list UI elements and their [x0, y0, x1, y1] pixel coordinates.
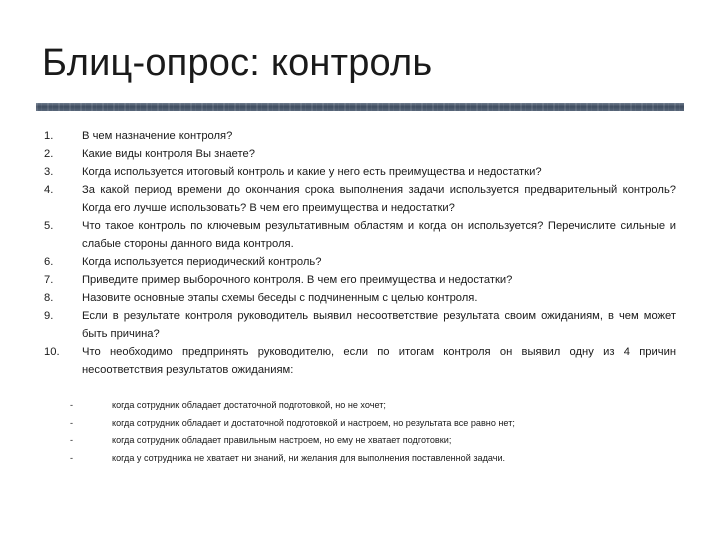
question-list	[44, 127, 676, 379]
item-text: Какие виды контроля Вы знаете?	[82, 148, 255, 160]
item-text: Что такое контроль по ключевым результативным областям и когда он используется? Перечислите сильные и слабые стороны данного вида контроля.	[82, 220, 676, 250]
sub-list-item	[70, 450, 670, 468]
item-number: 6.	[44, 256, 54, 268]
list-item	[44, 217, 676, 253]
item-text: Когда используется итоговый контроль и какие у него есть преимущества и недостатки?	[82, 166, 542, 178]
item-number: 8.	[44, 292, 54, 304]
title-divider	[36, 103, 684, 111]
sub-item-text: когда у сотрудника не хватает ни знаний, ни желания для выполнения поставленной задачи.	[112, 452, 506, 463]
item-text: За какой период времени до окончания срока выполнения задачи используется предварительный контроль? Когда его лучше использовать? В чем его преимущества и недостатки?	[82, 184, 676, 214]
sub-list	[70, 397, 670, 467]
item-number: 4.	[44, 184, 54, 196]
sub-item-text: когда сотрудник обладает достаточной подготовкой, но не хочет;	[112, 400, 386, 410]
list-item	[44, 181, 676, 217]
item-number: 3.	[44, 166, 54, 178]
sub-list-item	[70, 432, 670, 450]
item-text: Когда используется периодический контроль?	[82, 256, 322, 268]
sub-item-text: когда сотрудник обладает и достаточной подготовкой и настроем, но результата все равно нет;	[112, 417, 515, 428]
item-number: 1.	[44, 130, 54, 142]
list-item	[44, 307, 676, 343]
list-item	[44, 127, 676, 145]
sub-list-item	[70, 397, 670, 415]
dash-marker: -	[70, 435, 74, 445]
dash-marker: -	[70, 417, 74, 428]
list-item	[44, 145, 676, 163]
list-item	[44, 163, 676, 181]
sub-item-text: когда сотрудник обладает правильным настроем, но ему не хватает подготовки;	[112, 435, 452, 445]
item-text: Если в результате контроля руководитель выявил несоответствие результата своим ожиданиям, в чем может быть причина?	[82, 310, 676, 340]
item-text: Что необходимо предпринять руководителю, если по итогам контроля он выявил одну из 4 причин несоответствия результатов ожиданиям:	[82, 346, 676, 376]
list-item	[44, 271, 676, 289]
item-number: 5.	[44, 220, 54, 232]
item-text: Назовите основные этапы схемы беседы с подчиненным с целью контроля.	[82, 292, 478, 304]
list-item	[44, 253, 676, 271]
slide-title: Блиц-опрос: контроль	[42, 42, 433, 84]
dash-marker: -	[70, 400, 74, 410]
dash-marker: -	[70, 452, 74, 463]
item-number: 10.	[44, 346, 60, 358]
item-text: Приведите пример выборочного контроля. В чем его преимущества и недостатки?	[82, 274, 513, 286]
list-item	[44, 343, 676, 379]
sub-list-item	[70, 415, 670, 433]
item-number: 7.	[44, 274, 54, 286]
item-number: 2.	[44, 148, 54, 160]
item-number: 9.	[44, 310, 54, 322]
item-text: В чем назначение контроля?	[82, 130, 233, 142]
list-item	[44, 289, 676, 307]
